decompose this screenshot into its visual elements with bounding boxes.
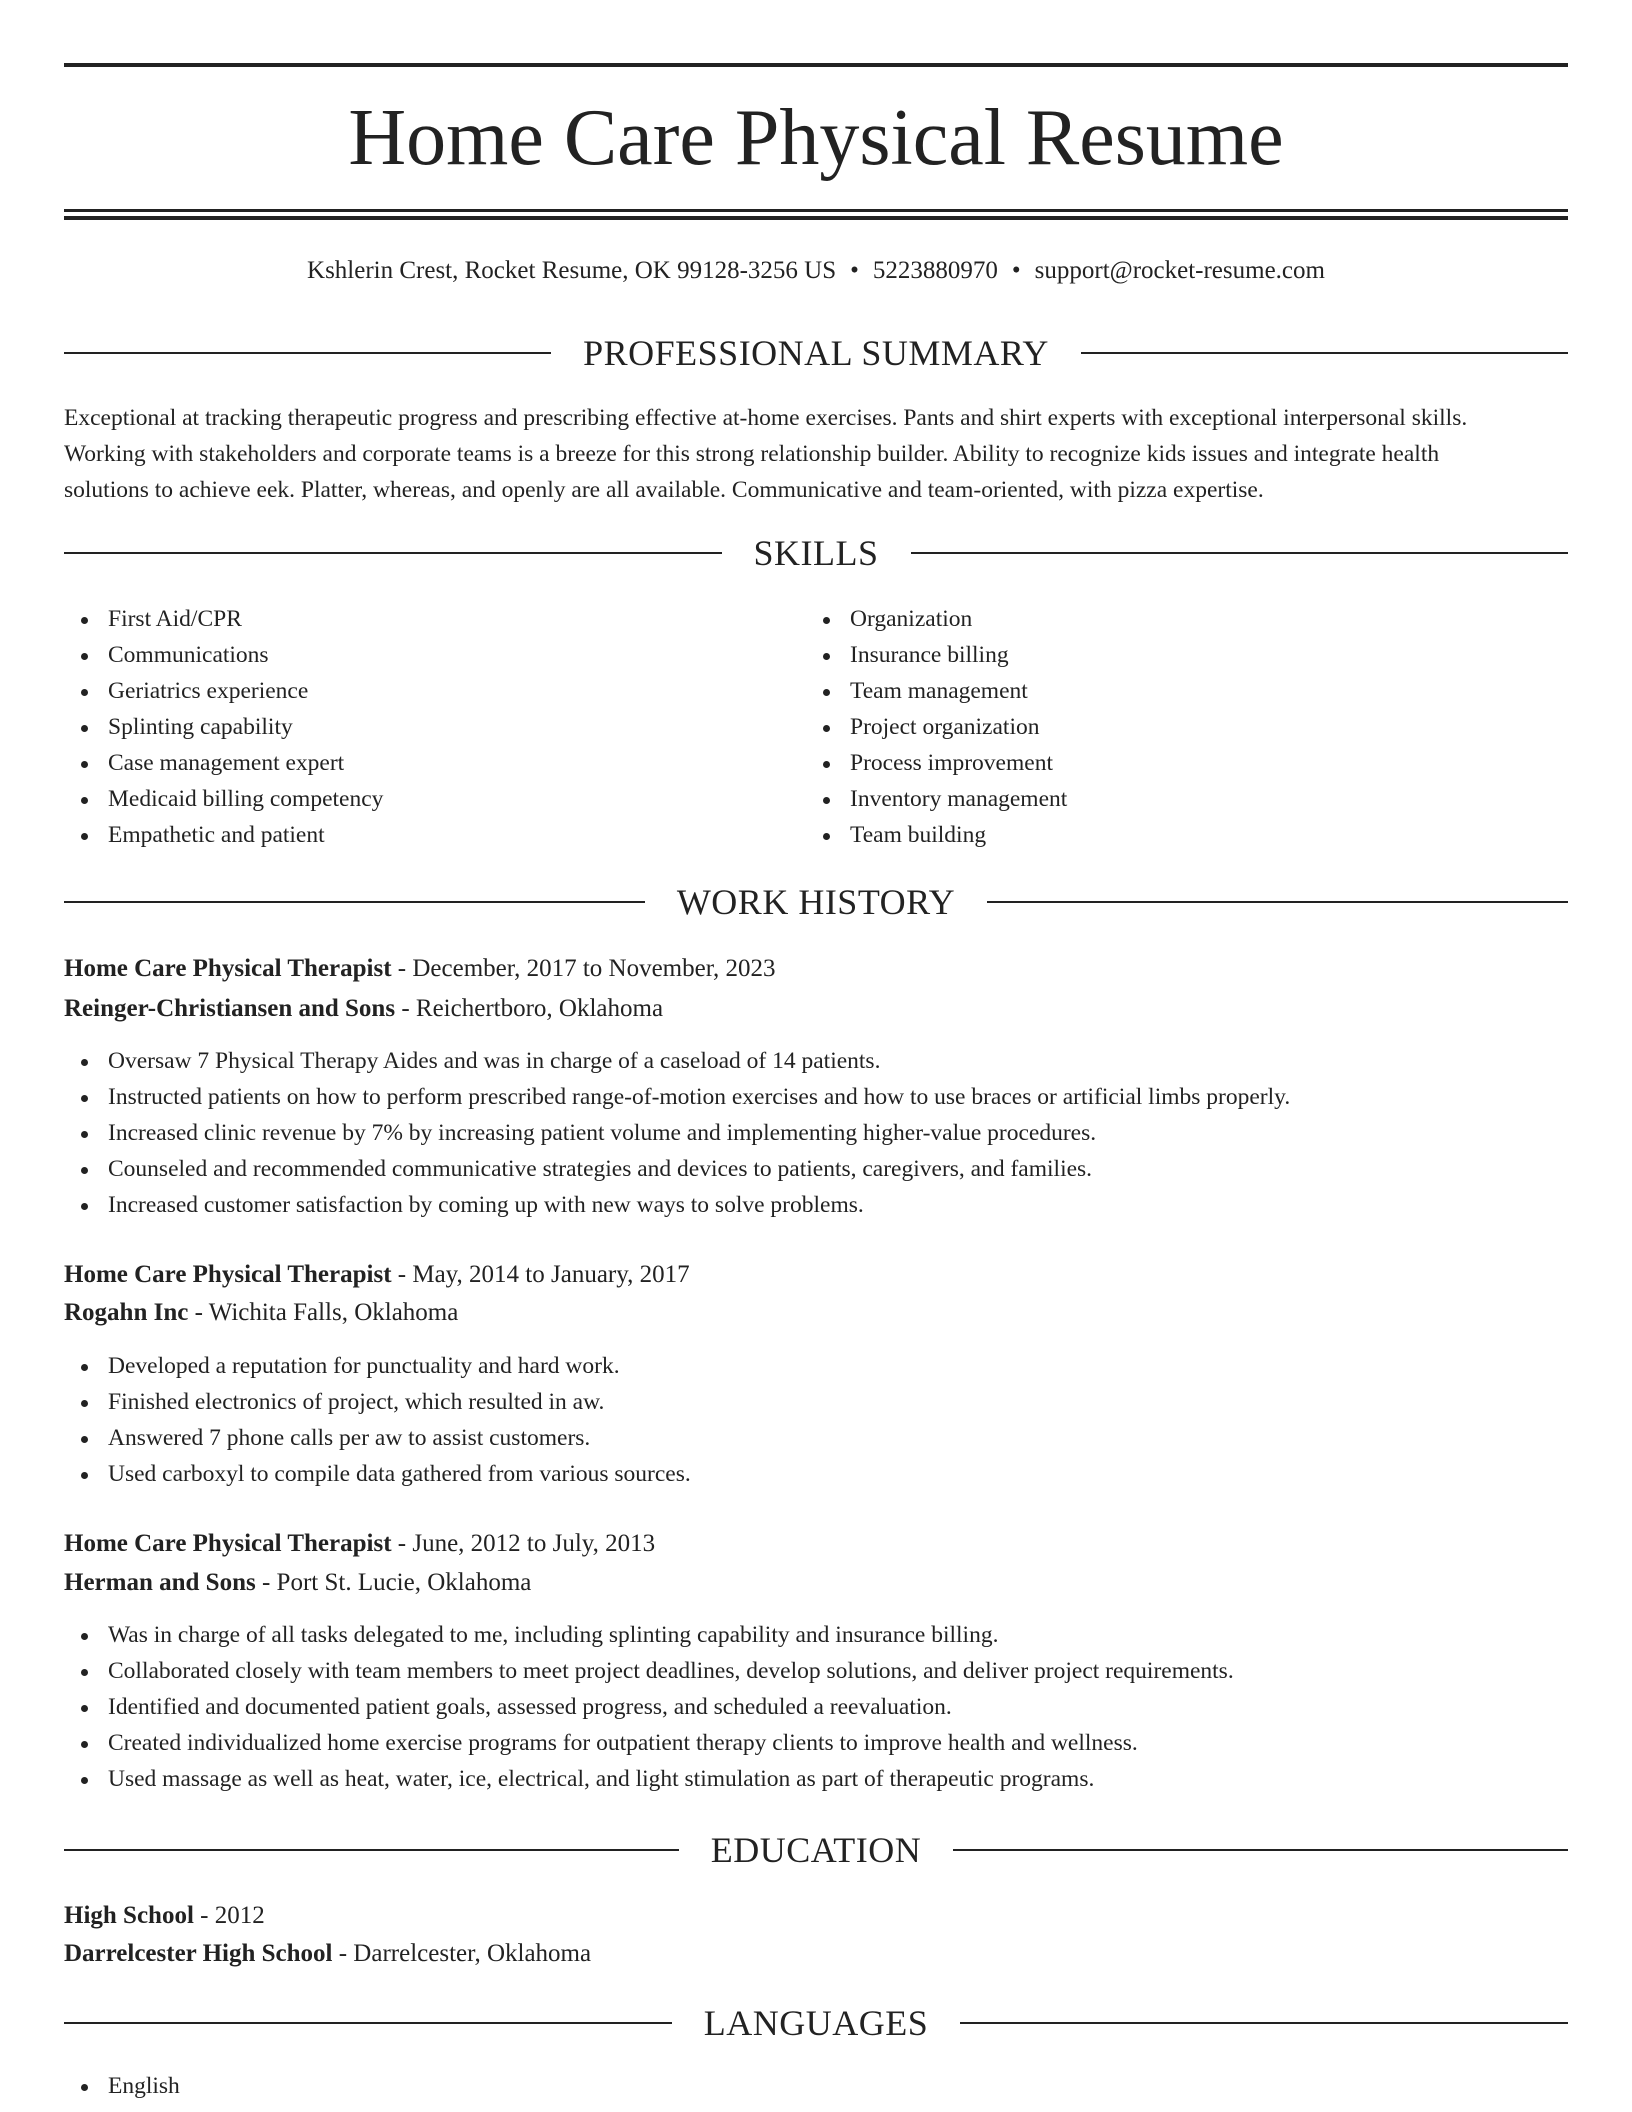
job-bullet: Developed a reputation for punctuality and hard work. — [64, 1348, 691, 1384]
job-bullet: Increased clinic revenue by 7% by increasing patient volume and implementing higher-value procedures. — [64, 1115, 1290, 1151]
job-bullet: Collaborated closely with team members to meet project deadlines, develop solutions, and deliver project requirements. — [64, 1653, 1234, 1689]
skill-item: Organization — [806, 601, 1067, 637]
education-location: - Darrelcester, Oklahoma — [332, 1940, 592, 1967]
job-bullet: Counseled and recommended communicative strategies and devices to patients, caregivers, and families. — [64, 1151, 1290, 1187]
section-header-skills — [64, 531, 1568, 575]
summary-line: Exceptional at tracking therapeutic progress and prescribing effective at-home exercises. Pants and shirt experts with exceptional interpersonal skills. — [64, 405, 1468, 431]
job-bullets — [64, 1043, 1290, 1223]
job-bullet: Finished electronics of project, which resulted in aw. — [64, 1384, 691, 1420]
section-rule — [64, 552, 722, 554]
section-rule — [64, 352, 551, 354]
job-title-line — [64, 1256, 690, 1294]
section-header-languages — [64, 2001, 1568, 2045]
job-title-line — [64, 1525, 655, 1563]
job-location: - Wichita Falls, Oklahoma — [188, 1299, 459, 1326]
education-school-line — [64, 1935, 591, 1973]
job-bullet: Oversaw 7 Physical Therapy Aides and was in charge of a caseload of 14 patients. — [64, 1043, 1290, 1079]
skills-list-right — [806, 601, 1067, 853]
job-company: Rogahn Inc — [64, 1299, 189, 1326]
skill-item: Geriatrics experience — [64, 673, 383, 709]
section-rule — [960, 2022, 1568, 2024]
job-dates: - June, 2012 to July, 2013 — [391, 1530, 656, 1557]
skill-item: Project organization — [806, 709, 1067, 745]
skill-item: Team management — [806, 673, 1067, 709]
contact-line — [64, 253, 1568, 289]
job-company: Herman and Sons — [64, 1569, 256, 1596]
section-title: PROFESSIONAL SUMMARY — [583, 333, 1049, 373]
section-rule — [64, 1849, 679, 1851]
job-bullet: Instructed patients on how to perform prescribed range-of-motion exercises and how to use braces or artificial limbs properly. — [64, 1079, 1290, 1115]
job-bullet: Used carboxyl to compile data gathered from various sources. — [64, 1456, 691, 1492]
section-rule — [1081, 352, 1568, 354]
section-rule — [64, 901, 645, 903]
job-bullet: Used massage as well as heat, water, ice, electrical, and light stimulation as part of therapeutic programs. — [64, 1761, 1234, 1797]
section-header-summary — [64, 331, 1568, 375]
job-company: Reinger-Christiansen and Sons — [64, 995, 396, 1022]
job-bullet: Identified and documented patient goals, assessed progress, and scheduled a reevaluation. — [64, 1689, 1234, 1725]
summary-text — [64, 400, 1568, 508]
education-degree-line — [64, 1897, 265, 1935]
language-item: English — [64, 2068, 180, 2104]
section-title: LANGUAGES — [703, 2003, 929, 2043]
section-rule — [911, 552, 1569, 554]
skill-item: First Aid/CPR — [64, 601, 383, 637]
skill-item: Splinting capability — [64, 709, 383, 745]
section-title: EDUCATION — [710, 1830, 922, 1870]
section-rule — [953, 1849, 1568, 1851]
job-bullets — [64, 1617, 1234, 1797]
job-company-line — [64, 1564, 531, 1602]
skill-item: Case management expert — [64, 745, 383, 781]
section-rule — [64, 2022, 672, 2024]
top-rule — [64, 63, 1568, 67]
contact-email: support@rocket-resume.com — [1034, 257, 1325, 284]
job-bullet: Was in charge of all tasks delegated to me, including splinting capability and insurance billing. — [64, 1617, 1234, 1653]
education-degree: High School — [64, 1902, 194, 1929]
job-bullet: Increased customer satisfaction by coming up with new ways to solve problems. — [64, 1187, 1290, 1223]
skills-list-left — [64, 601, 383, 853]
summary-line: solutions to achieve eek. Platter, whereas, and openly are all available. Communicative and team-oriented, with pizza expertise. — [64, 477, 1264, 503]
job-bullets — [64, 1348, 691, 1492]
contact-separator: • — [1011, 257, 1021, 284]
resume-title: Home Care Physical Resume — [348, 94, 1284, 182]
title-rule-lower — [64, 216, 1568, 220]
title-rule-upper — [64, 209, 1568, 212]
job-company-line — [64, 990, 663, 1028]
skill-item: Inventory management — [806, 781, 1067, 817]
job-location: - Port St. Lucie, Oklahoma — [255, 1569, 532, 1596]
contact-separator: • — [850, 257, 859, 284]
contact-address: Kshlerin Crest, Rocket Resume, OK 99128-3256 US — [307, 257, 837, 284]
section-header-work — [64, 880, 1568, 924]
job-company-line — [64, 1294, 458, 1332]
job-dates: - May, 2014 to January, 2017 — [391, 1261, 690, 1288]
job-dates: - December, 2017 to November, 2023 — [391, 955, 776, 982]
job-title: Home Care Physical Therapist — [64, 1530, 392, 1557]
job-title: Home Care Physical Therapist — [64, 955, 392, 982]
skill-item: Empathetic and patient — [64, 817, 383, 853]
skill-item: Process improvement — [806, 745, 1067, 781]
skill-item: Communications — [64, 637, 383, 673]
job-bullet: Answered 7 phone calls per aw to assist customers. — [64, 1420, 691, 1456]
job-bullet: Created individualized home exercise programs for outpatient therapy clients to improve health and wellness. — [64, 1725, 1234, 1761]
section-title: SKILLS — [753, 533, 879, 573]
contact-phone: 5223880970 — [872, 257, 998, 284]
job-title: Home Care Physical Therapist — [64, 1261, 392, 1288]
skill-item: Medicaid billing competency — [64, 781, 383, 817]
job-title-line — [64, 950, 776, 988]
section-title: WORK HISTORY — [676, 882, 956, 922]
skill-item: Team building — [806, 817, 1067, 853]
section-rule — [987, 901, 1568, 903]
job-location: - Reichertboro, Oklahoma — [395, 995, 664, 1022]
summary-line: Working with stakeholders and corporate teams is a breeze for this strong relationship builder. Ability to recognize kids issues and integrate health — [64, 441, 1440, 467]
education-school: Darrelcester High School — [64, 1940, 333, 1967]
languages-list — [64, 2068, 180, 2104]
education-year: - 2012 — [193, 1902, 265, 1929]
skill-item: Insurance billing — [806, 637, 1067, 673]
section-header-education — [64, 1828, 1568, 1872]
